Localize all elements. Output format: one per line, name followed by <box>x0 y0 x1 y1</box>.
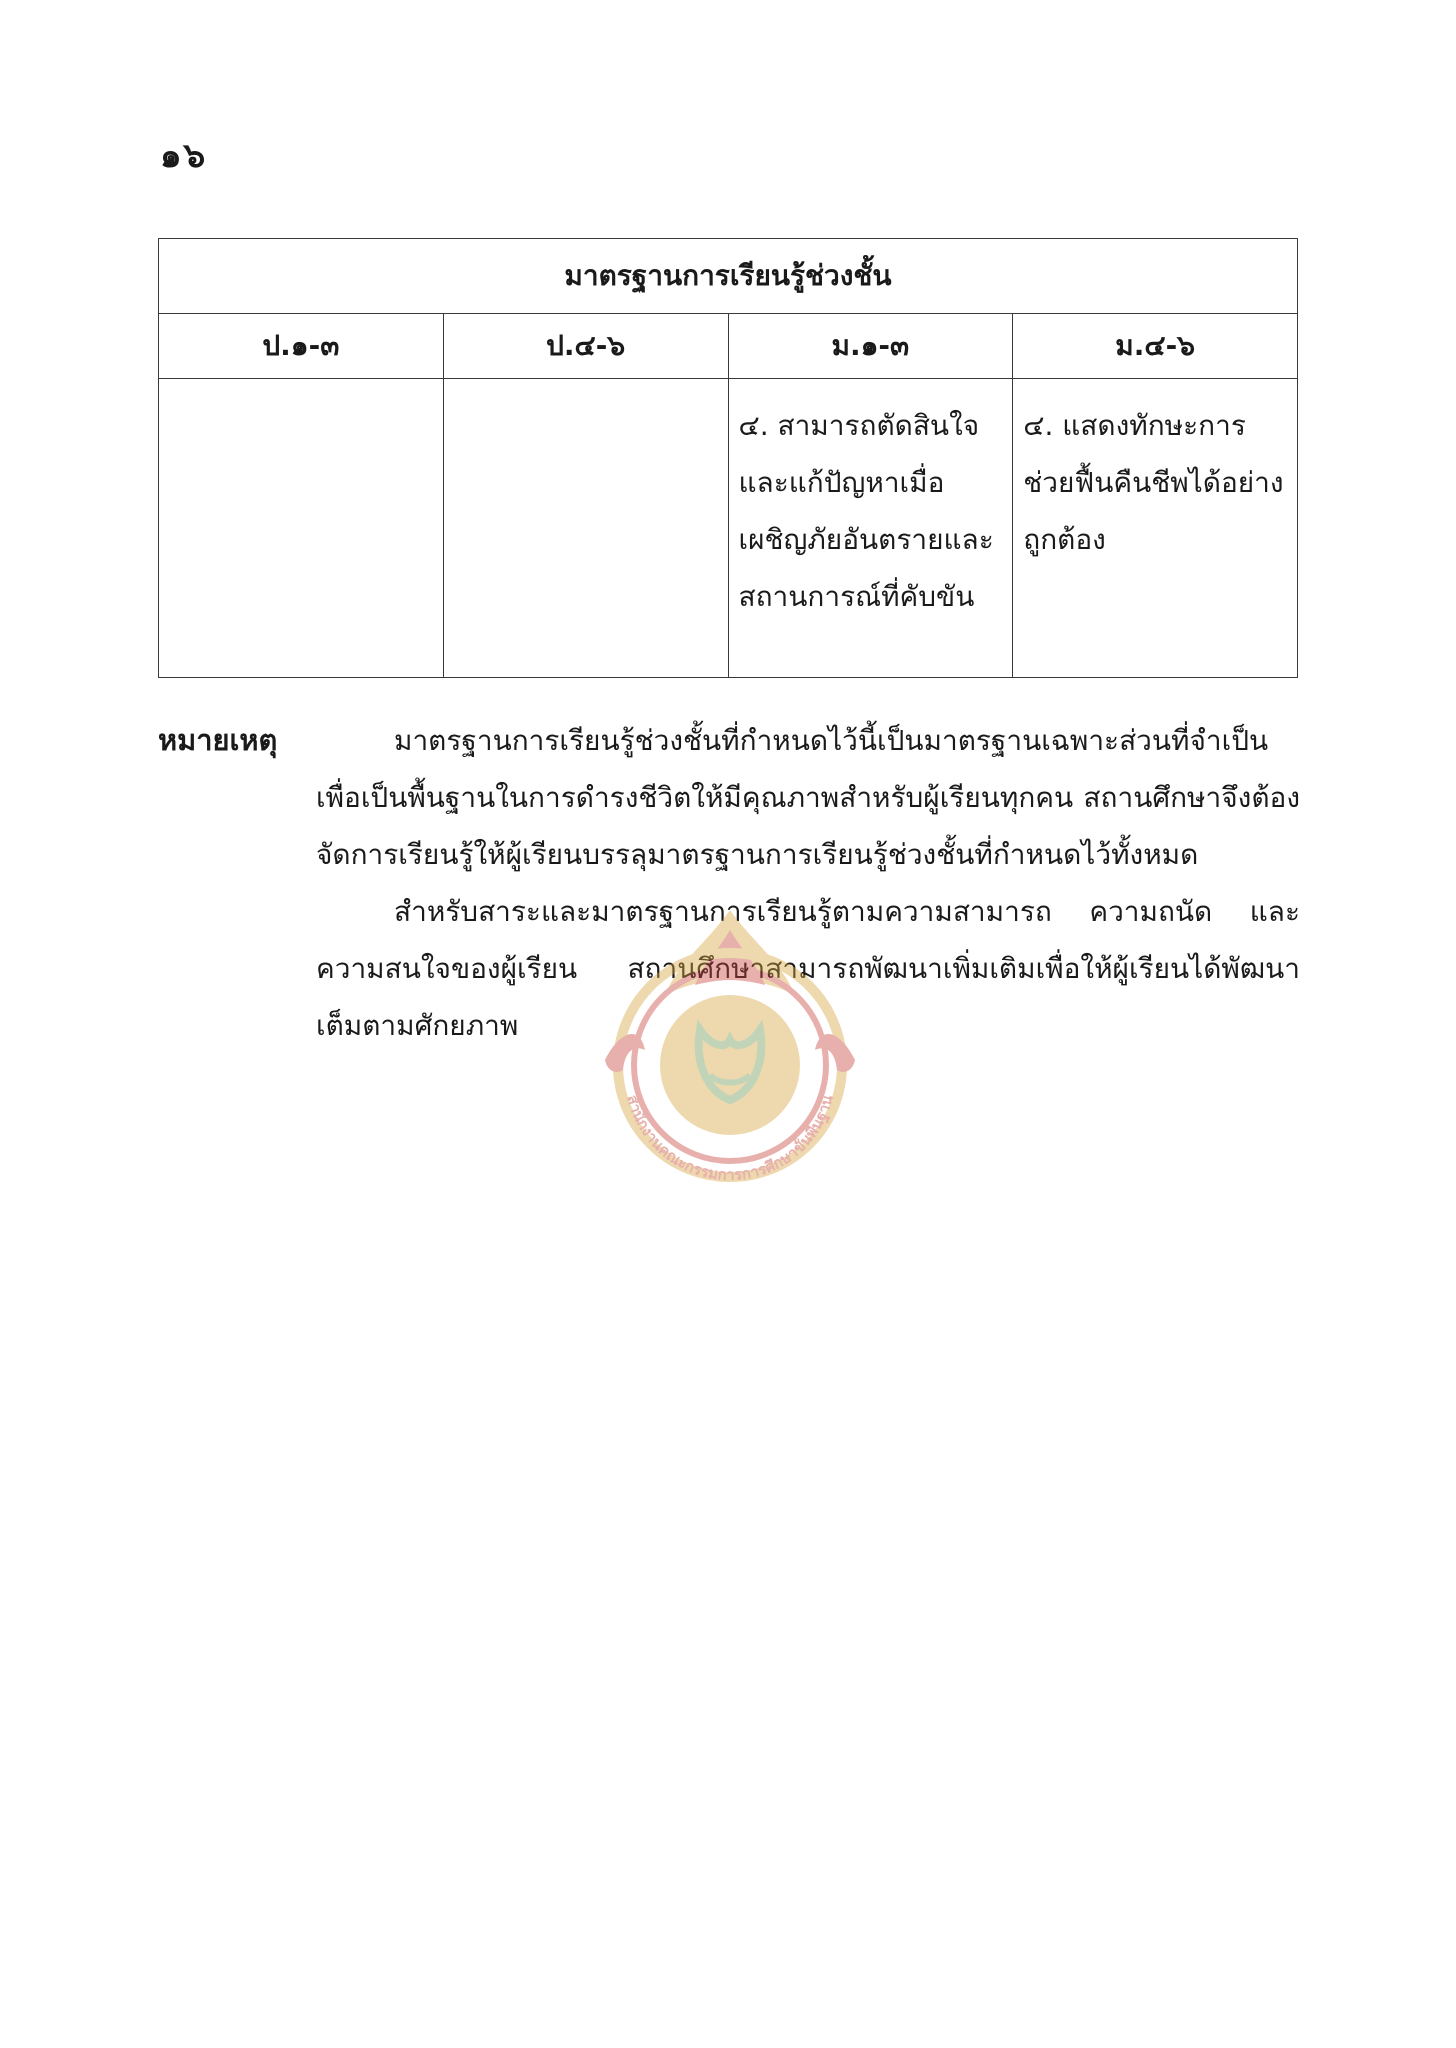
note-paragraph-2: สำหรับสาระและมาตรฐานการเรียนรู้ตามความสามารถ ความถนัด และความสนใจของผู้เรียน สถานศึกษาสามารถพัฒนาเพิ่มเติมเพื่อให้ผู้เรียนได้พัฒนาเต็มตามศักยภาพ <box>316 895 1300 1042</box>
level-header-p4-6: ป.๔-๖ <box>443 314 728 379</box>
level-header-m1-3: ม.๑-๓ <box>728 314 1013 379</box>
table-cell-m4-6: ๔. แสดงทักษะการช่วยฟื้นคืนชีพได้อย่างถูกต้อง <box>1013 379 1298 678</box>
note-paragraph-1: มาตรฐานการเรียนรู้ช่วงชั้นที่กำหนดไว้นี้เป็นมาตรฐานเฉพาะส่วนที่จำเป็นเพื่อเป็นพื้นฐานในการดำรงชีวิตให้มีคุณภาพสำหรับผู้เรียนทุกคน สถานศึกษาจึงต้องจัดการเรียนรู้ให้ผู้เรียนบรรลุมาตรฐานการเรียนรู้ช่วงชั้นที่กำหนดไว้ทั้งหมด <box>316 724 1300 871</box>
table-cell-p1-3 <box>159 379 444 678</box>
page-number: ๑๖ <box>160 136 208 176</box>
table-row <box>159 379 1298 678</box>
obec-emblem-watermark <box>585 900 875 1190</box>
emblem-caption-path: สำนักงานคณะกรรมการการศึกษาขั้นพื้นฐาน <box>623 1092 837 1185</box>
level-header-p1-3: ป.๑-๓ <box>159 314 444 379</box>
table-cell-p4-6 <box>443 379 728 678</box>
note-label: หมายเหตุ <box>158 723 278 757</box>
level-header-m4-6: ม.๔-๖ <box>1013 314 1298 379</box>
emblem-monogram <box>660 995 800 1135</box>
standards-table <box>158 238 1298 678</box>
table-cell-m1-3: ๔. สามารถตัดสินใจและแก้ปัญหาเมื่อเผชิญภัยอันตรายและสถานการณ์ที่คับขัน <box>728 379 1013 678</box>
emblem-lotus-right <box>815 1034 855 1072</box>
table-title: มาตรฐานการเรียนรู้ช่วงชั้น <box>159 239 1298 314</box>
emblem-lotus-left <box>605 1034 645 1072</box>
